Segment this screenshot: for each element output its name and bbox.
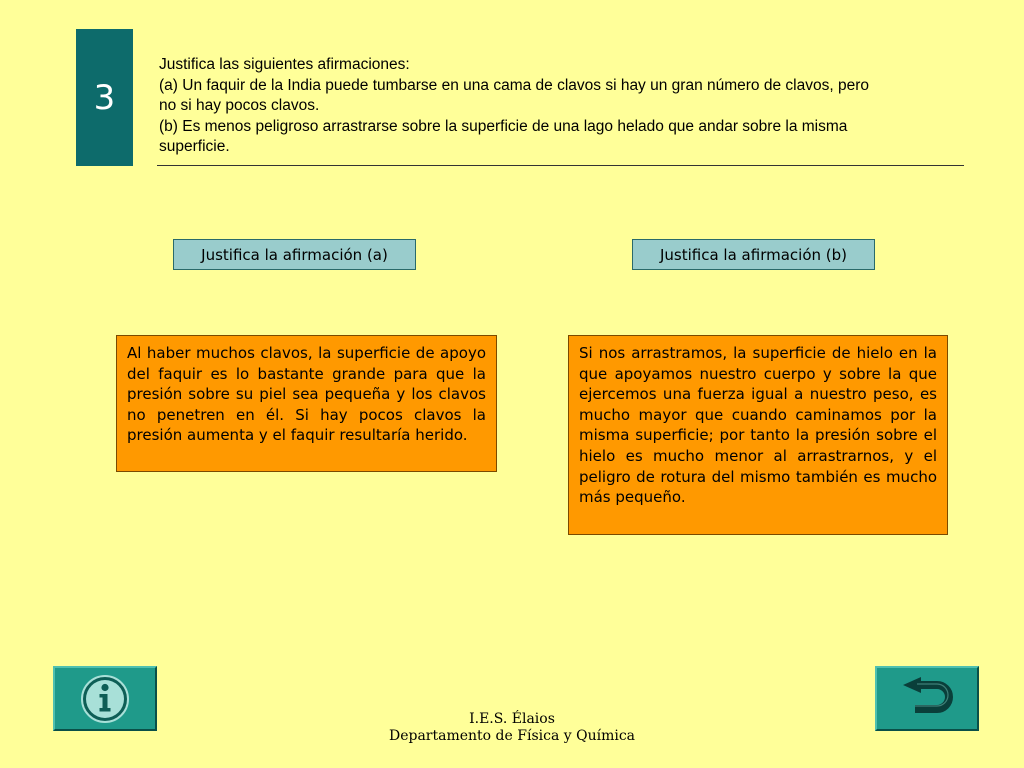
return-arrow-icon <box>899 677 955 721</box>
info-button[interactable] <box>53 666 157 731</box>
question-intro: Justifica las siguientes afirmaciones: <box>159 56 410 73</box>
header-divider <box>157 165 964 166</box>
info-icon <box>80 674 130 724</box>
justify-a-label: Justifica la afirmación (a) <box>201 245 388 264</box>
answer-b-box <box>568 335 948 535</box>
footer-department: Departamento de Física y Química <box>388 728 636 744</box>
answer-a-text: Al haber muchos clavos, la superficie de apoyo del faquir es lo bastante grande para que la presión sobre su piel sea pequeña y los clavos no penetren en él. Si hay pocos clavos la presión aumenta y el faquir resultaría herido. <box>127 344 486 445</box>
answer-a-box <box>116 335 497 472</box>
return-button[interactable] <box>875 666 979 731</box>
answer-b-text: Si nos arrastramos, la superficie de hielo en la que apoyamos nuestro cuerpo y sobre la que ejercemos una fuerza igual a nuestro peso, es mucho mayor que cuando caminamos por la misma superficie; por tanto la presión sobre el hielo es mucho menor al arrastrarnos, y el peligro de rotura del mismo también es mucho más pequeño. <box>579 344 937 507</box>
footer-school: I.E.S. Élaios <box>469 711 555 727</box>
justify-b-label: Justifica la afirmación (b) <box>659 245 848 264</box>
slide-number-text: 3 <box>93 77 116 118</box>
question-a-line-2: no si hay pocos clavos. <box>159 97 320 114</box>
justify-b-button[interactable] <box>632 239 875 270</box>
question-b-line-2: superficie. <box>159 138 230 155</box>
question-text <box>159 55 959 158</box>
question-b-line-1: (b) Es menos peligroso arrastrarse sobre la superficie de una lago helado que andar sobre la misma <box>159 117 848 135</box>
justify-a-button[interactable] <box>173 239 416 270</box>
slide-number <box>76 29 133 166</box>
question-a-line-1: (a) Un faquir de la India puede tumbarse en una cama de clavos si hay un gran número de clavos, pero <box>159 76 869 94</box>
footer <box>362 711 662 745</box>
